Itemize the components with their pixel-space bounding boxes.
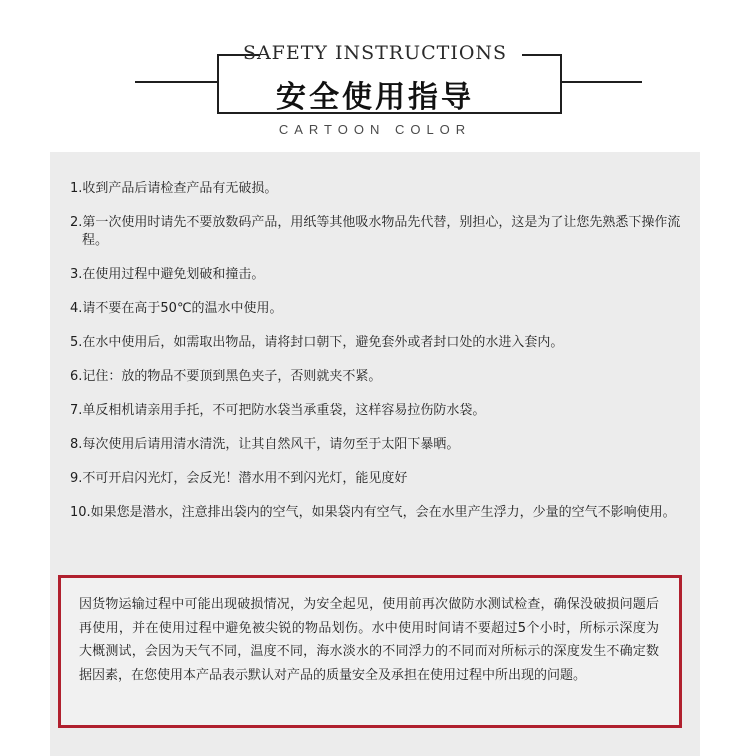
instruction-item-5: 5.在水中使用后，如需取出物品，请将封口朝下，避免套外或者封口处的水进入套内。 — [70, 335, 564, 350]
instruction-item-4: 4.请不要在高于50℃的温水中使用。 — [70, 301, 283, 316]
brand-subtitle: CARTOON COLOR — [278, 122, 472, 137]
instructions-panel — [50, 152, 700, 756]
instruction-item-6: 6.记住：放的物品不要顶到黑色夹子，否则就夹不紧。 — [70, 369, 382, 384]
english-title: SAFETY INSTRUCTIONS — [242, 42, 508, 64]
instruction-item-7: 7.单反相机请亲用手托，不可把防水袋当承重袋，这样容易拉伤防水袋。 — [70, 403, 486, 418]
instruction-item-2: 2.第一次使用时请先不要放数码产品，用纸等其他吸水物品先代替，别担心，这是为了让您先熟悉下操作流程。 — [70, 215, 681, 248]
instruction-item-8: 8.每次使用后请用清水清洗，让其自然风干，请勿至于太阳下暴晒。 — [70, 437, 460, 452]
instruction-item-3: 3.在使用过程中避免划破和撞击。 — [70, 267, 265, 282]
disclaimer-text: 因货物运输过程中可能出现破损情况，为安全起见，使用前再次做防水测试检查，确保没破损问题后再使用，并在使用过程中避免被尖锐的物品划伤。水中使用时间请不要超过5个小时，所标示深度为大概测试，会因为天气不同，温度不同，海水淡水的不同浮力的不同而对所标示的深度发生不确定数据因素，在您使用本产品表示默认对产品的质量安全及承担在使用过程中所出现的问题。 — [79, 597, 659, 683]
page-title: 安全使用指导 — [276, 80, 474, 115]
title-header — [0, 0, 750, 152]
instruction-item-9: 9.不可开启闪光灯，会反光！潜水用不到闪光灯，能见度好 — [70, 471, 408, 486]
instruction-item-1: 1.收到产品后请检查产品有无破损。 — [70, 181, 278, 196]
instruction-list — [70, 180, 690, 538]
disclaimer-box — [58, 575, 682, 728]
instruction-item-10: 10.如果您是潜水，注意排出袋内的空气，如果袋内有空气，会在水里产生浮力，少量的空气不影响使用。 — [70, 505, 676, 520]
